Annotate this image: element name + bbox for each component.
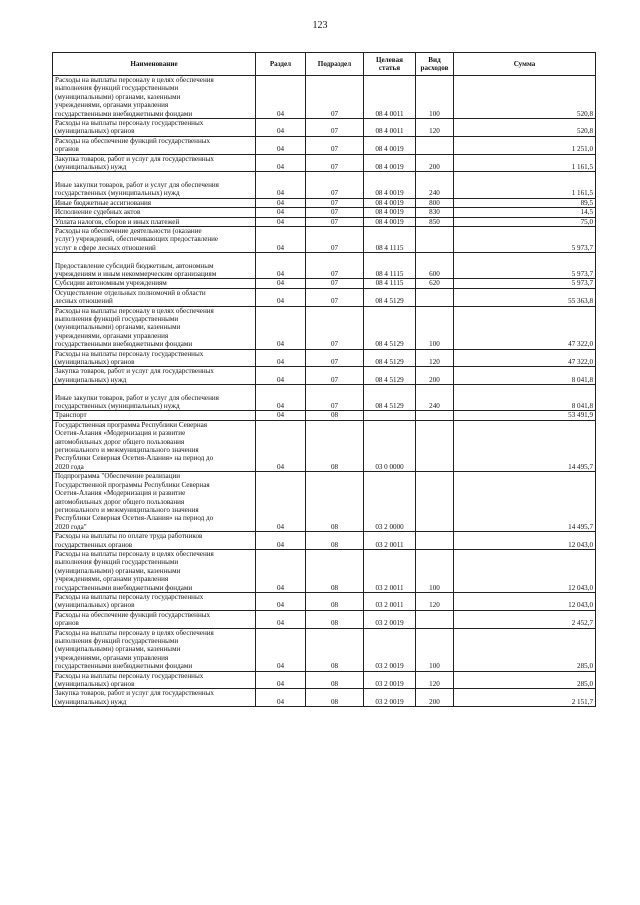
row-expense-type-cell: 120 bbox=[416, 119, 454, 137]
budget-table bbox=[52, 52, 596, 707]
row-name-cell: Расходы на выплаты персоналу в целях обеспечения выполнения функций государственными (муниципальными) органами, казенными учреждениями, органами управления государственными внебюджетными фондами bbox=[53, 628, 256, 671]
row-razdel-cell: 04 bbox=[256, 385, 306, 411]
row-amount-cell: 12 043,0 bbox=[454, 592, 596, 610]
row-expense-type-cell: 120 bbox=[416, 349, 454, 367]
row-podrazdel-cell: 07 bbox=[306, 136, 364, 154]
table-header bbox=[53, 53, 596, 76]
row-razdel-cell: 04 bbox=[256, 549, 306, 592]
header-row bbox=[53, 53, 596, 76]
table-row bbox=[53, 385, 596, 411]
row-razdel-cell: 04 bbox=[256, 472, 306, 532]
row-amount-cell: 2 151,7 bbox=[454, 689, 596, 707]
row-expense-type-cell: 800 bbox=[416, 198, 454, 207]
row-target-article-cell: 03 2 0019 bbox=[364, 628, 416, 671]
row-podrazdel-cell: 08 bbox=[306, 549, 364, 592]
row-razdel-cell: 04 bbox=[256, 208, 306, 217]
row-razdel-cell: 04 bbox=[256, 288, 306, 306]
row-amount-cell: 53 491,9 bbox=[454, 411, 596, 420]
table-row bbox=[53, 349, 596, 367]
row-expense-type-cell: 240 bbox=[416, 385, 454, 411]
row-target-article-cell: 08 4 5129 bbox=[364, 306, 416, 349]
row-name-cell: Расходы на выплаты персоналу государственных (муниципальных) органов bbox=[53, 671, 256, 689]
row-podrazdel-cell: 07 bbox=[306, 217, 364, 226]
row-podrazdel-cell: 07 bbox=[306, 306, 364, 349]
row-expense-type-cell: 120 bbox=[416, 592, 454, 610]
table-row bbox=[53, 279, 596, 288]
row-name-cell: Уплата налогов, сборов и иных платежей bbox=[53, 217, 256, 226]
row-razdel-cell: 04 bbox=[256, 610, 306, 628]
row-target-article-cell: 08 4 0019 bbox=[364, 198, 416, 207]
row-razdel-cell: 04 bbox=[256, 119, 306, 137]
row-razdel-cell: 04 bbox=[256, 592, 306, 610]
row-podrazdel-cell: 07 bbox=[306, 154, 364, 172]
row-expense-type-cell bbox=[416, 226, 454, 252]
row-podrazdel-cell: 07 bbox=[306, 76, 364, 119]
row-amount-cell: 75,0 bbox=[454, 217, 596, 226]
row-target-article-cell: 08 4 1115 bbox=[364, 253, 416, 279]
row-amount-cell: 8 041,8 bbox=[454, 385, 596, 411]
table-row bbox=[53, 198, 596, 207]
row-name-cell: Транспорт bbox=[53, 411, 256, 420]
row-expense-type-cell: 200 bbox=[416, 154, 454, 172]
row-expense-type-cell bbox=[416, 532, 454, 550]
table-row bbox=[53, 367, 596, 385]
header-target-article: Целевая статья bbox=[364, 53, 416, 76]
row-podrazdel-cell: 08 bbox=[306, 420, 364, 471]
row-target-article-cell: 08 4 0019 bbox=[364, 136, 416, 154]
row-amount-cell: 5 973,7 bbox=[454, 279, 596, 288]
row-podrazdel-cell: 08 bbox=[306, 592, 364, 610]
row-razdel-cell: 04 bbox=[256, 689, 306, 707]
row-expense-type-cell bbox=[416, 472, 454, 532]
row-name-cell: Иные бюджетные ассигнования bbox=[53, 198, 256, 207]
row-podrazdel-cell: 07 bbox=[306, 367, 364, 385]
row-name-cell: Расходы на обеспечение деятельности (оказание услуг) учреждений, обеспечивающих предоставление услуг в сфере лесных отношений bbox=[53, 226, 256, 252]
row-expense-type-cell: 100 bbox=[416, 76, 454, 119]
row-target-article-cell: 08 4 1115 bbox=[364, 226, 416, 252]
row-target-article-cell: 08 4 5129 bbox=[364, 288, 416, 306]
row-expense-type-cell: 600 bbox=[416, 253, 454, 279]
row-amount-cell: 89,5 bbox=[454, 198, 596, 207]
row-name-cell: Расходы на выплаты персоналу государственных (муниципальных) органов bbox=[53, 592, 256, 610]
row-razdel-cell: 04 bbox=[256, 532, 306, 550]
table-row bbox=[53, 253, 596, 279]
row-amount-cell: 14,5 bbox=[454, 208, 596, 217]
table-row bbox=[53, 119, 596, 137]
row-razdel-cell: 04 bbox=[256, 367, 306, 385]
table-row bbox=[53, 610, 596, 628]
row-name-cell: Расходы на обеспечение функций государственных органов bbox=[53, 610, 256, 628]
table-row bbox=[53, 689, 596, 707]
row-amount-cell: 2 452,7 bbox=[454, 610, 596, 628]
row-podrazdel-cell: 07 bbox=[306, 253, 364, 279]
row-expense-type-cell: 620 bbox=[416, 279, 454, 288]
row-podrazdel-cell: 07 bbox=[306, 279, 364, 288]
row-razdel-cell: 04 bbox=[256, 226, 306, 252]
row-expense-type-cell: 100 bbox=[416, 306, 454, 349]
row-amount-cell: 520,8 bbox=[454, 76, 596, 119]
row-expense-type-cell: 200 bbox=[416, 367, 454, 385]
row-razdel-cell: 04 bbox=[256, 411, 306, 420]
row-target-article-cell: 08 4 0019 bbox=[364, 154, 416, 172]
row-podrazdel-cell: 08 bbox=[306, 628, 364, 671]
row-amount-cell: 5 973,7 bbox=[454, 226, 596, 252]
table-row bbox=[53, 532, 596, 550]
table-row bbox=[53, 154, 596, 172]
row-amount-cell: 8 041,8 bbox=[454, 367, 596, 385]
table-row bbox=[53, 592, 596, 610]
row-target-article-cell: 08 4 0019 bbox=[364, 217, 416, 226]
row-amount-cell: 285,0 bbox=[454, 671, 596, 689]
row-name-cell: Предоставление субсидий бюджетным, автономным учреждениям и иным некоммерческим организациям bbox=[53, 253, 256, 279]
row-podrazdel-cell: 08 bbox=[306, 610, 364, 628]
row-target-article-cell: 08 4 5129 bbox=[364, 367, 416, 385]
row-razdel-cell: 04 bbox=[256, 76, 306, 119]
row-target-article-cell: 08 4 1115 bbox=[364, 279, 416, 288]
row-name-cell: Иные закупки товаров, работ и услуг для обеспечения государственных (муниципальных) нужд bbox=[53, 385, 256, 411]
row-name-cell: Исполнение судебных актов bbox=[53, 208, 256, 217]
row-target-article-cell: 08 4 5129 bbox=[364, 349, 416, 367]
row-amount-cell: 12 043,0 bbox=[454, 532, 596, 550]
row-podrazdel-cell: 07 bbox=[306, 349, 364, 367]
row-target-article-cell: 03 2 0000 bbox=[364, 472, 416, 532]
row-expense-type-cell: 850 bbox=[416, 217, 454, 226]
header-name: Наименование bbox=[53, 53, 256, 76]
row-razdel-cell: 04 bbox=[256, 279, 306, 288]
row-amount-cell: 55 363,8 bbox=[454, 288, 596, 306]
row-name-cell: Расходы на выплаты персоналу государственных (муниципальных) органов bbox=[53, 119, 256, 137]
row-target-article-cell: 08 4 0019 bbox=[364, 208, 416, 217]
row-podrazdel-cell: 07 bbox=[306, 119, 364, 137]
row-target-article-cell: 08 4 0019 bbox=[364, 172, 416, 198]
table-row bbox=[53, 671, 596, 689]
row-target-article-cell: 03 2 0019 bbox=[364, 689, 416, 707]
row-target-article-cell: 08 4 0011 bbox=[364, 76, 416, 119]
row-amount-cell: 14 495,7 bbox=[454, 420, 596, 471]
row-expense-type-cell: 830 bbox=[416, 208, 454, 217]
row-name-cell: Расходы на обеспечение функций государственных органов bbox=[53, 136, 256, 154]
row-name-cell: Закупка товаров, работ и услуг для государственных (муниципальных) нужд bbox=[53, 367, 256, 385]
row-amount-cell: 5 973,7 bbox=[454, 253, 596, 279]
row-amount-cell: 47 322,0 bbox=[454, 306, 596, 349]
row-razdel-cell: 04 bbox=[256, 172, 306, 198]
row-amount-cell: 12 043,0 bbox=[454, 549, 596, 592]
table-row bbox=[53, 306, 596, 349]
row-expense-type-cell bbox=[416, 420, 454, 471]
row-podrazdel-cell: 07 bbox=[306, 198, 364, 207]
table-row bbox=[53, 628, 596, 671]
row-razdel-cell: 04 bbox=[256, 349, 306, 367]
row-expense-type-cell: 100 bbox=[416, 549, 454, 592]
row-name-cell: Подпрограмма "Обеспечение реализации Государственной программы Республики Северная Осетия-Алания «Модернизация и развитие автомобильных дорог общего пользования регионального и межмуниципального значения Республики Северная Осетия-Алания» на период до 2020 года" bbox=[53, 472, 256, 532]
table-row bbox=[53, 217, 596, 226]
header-amount: Сумма bbox=[454, 53, 596, 76]
table-row bbox=[53, 226, 596, 252]
row-podrazdel-cell: 08 bbox=[306, 671, 364, 689]
row-name-cell: Расходы на выплаты персоналу в целях обеспечения выполнения функций государственными (муниципальными) органами, казенными учреждениями, органами управления государственными внебюджетными фондами bbox=[53, 76, 256, 119]
row-target-article-cell: 03 2 0011 bbox=[364, 532, 416, 550]
row-razdel-cell: 04 bbox=[256, 253, 306, 279]
row-name-cell: Закупка товаров, работ и услуг для государственных (муниципальных) нужд bbox=[53, 689, 256, 707]
row-target-article-cell: 03 2 0019 bbox=[364, 671, 416, 689]
row-name-cell: Закупка товаров, работ и услуг для государственных (муниципальных) нужд bbox=[53, 154, 256, 172]
row-name-cell: Расходы на выплаты по оплате труда работников государственных органов bbox=[53, 532, 256, 550]
row-expense-type-cell bbox=[416, 136, 454, 154]
row-name-cell: Расходы на выплаты персоналу в целях обеспечения выполнения функций государственными (муниципальными) органами, казенными учреждениями, органами управления государственными внебюджетными фондами bbox=[53, 306, 256, 349]
row-target-article-cell: 08 4 5129 bbox=[364, 385, 416, 411]
row-name-cell: Осуществление отдельных полномочий в области лесных отношений bbox=[53, 288, 256, 306]
row-amount-cell: 1 161,5 bbox=[454, 172, 596, 198]
row-expense-type-cell: 100 bbox=[416, 628, 454, 671]
table-row bbox=[53, 288, 596, 306]
table-row bbox=[53, 136, 596, 154]
row-amount-cell: 47 322,0 bbox=[454, 349, 596, 367]
row-podrazdel-cell: 07 bbox=[306, 208, 364, 217]
row-podrazdel-cell: 07 bbox=[306, 288, 364, 306]
row-podrazdel-cell: 08 bbox=[306, 689, 364, 707]
table-row bbox=[53, 411, 596, 420]
row-razdel-cell: 04 bbox=[256, 217, 306, 226]
header-razdel: Раздел bbox=[256, 53, 306, 76]
row-podrazdel-cell: 08 bbox=[306, 472, 364, 532]
table-row bbox=[53, 172, 596, 198]
row-razdel-cell: 04 bbox=[256, 671, 306, 689]
row-razdel-cell: 04 bbox=[256, 198, 306, 207]
row-name-cell: Субсидии автономным учреждениям bbox=[53, 279, 256, 288]
row-name-cell: Государственная программа Республики Северная Осетия-Алания «Модернизация и развитие автомобильных дорог общего пользования регионального и межмуниципального значения Республики Северная Осетия-Алания» на период до 2020 года bbox=[53, 420, 256, 471]
row-podrazdel-cell: 07 bbox=[306, 385, 364, 411]
row-expense-type-cell: 240 bbox=[416, 172, 454, 198]
row-target-article-cell: 08 4 0011 bbox=[364, 119, 416, 137]
table-row bbox=[53, 76, 596, 119]
row-amount-cell: 1 161,5 bbox=[454, 154, 596, 172]
row-target-article-cell: 03 2 0011 bbox=[364, 549, 416, 592]
row-target-article-cell: 03 2 0019 bbox=[364, 610, 416, 628]
row-expense-type-cell: 200 bbox=[416, 689, 454, 707]
row-razdel-cell: 04 bbox=[256, 628, 306, 671]
header-expense-type: Вид расходов bbox=[416, 53, 454, 76]
row-amount-cell: 14 495,7 bbox=[454, 472, 596, 532]
row-amount-cell: 1 251,0 bbox=[454, 136, 596, 154]
row-podrazdel-cell: 07 bbox=[306, 172, 364, 198]
row-podrazdel-cell: 08 bbox=[306, 411, 364, 420]
row-name-cell: Расходы на выплаты персоналу в целях обеспечения выполнения функций государственными (муниципальными) органами, казенными учреждениями, органами управления государственными внебюджетными фондами bbox=[53, 549, 256, 592]
table-row bbox=[53, 549, 596, 592]
row-expense-type-cell bbox=[416, 411, 454, 420]
row-target-article-cell: 03 0 0000 bbox=[364, 420, 416, 471]
row-name-cell: Расходы на выплаты персоналу государственных (муниципальных) органов bbox=[53, 349, 256, 367]
row-name-cell: Иные закупки товаров, работ и услуг для обеспечения государственных (муниципальных) нужд bbox=[53, 172, 256, 198]
page-number: 123 bbox=[312, 20, 328, 31]
row-expense-type-cell bbox=[416, 610, 454, 628]
header-podrazdel: Подраздел bbox=[306, 53, 364, 76]
row-podrazdel-cell: 08 bbox=[306, 532, 364, 550]
row-target-article-cell: 03 2 0011 bbox=[364, 592, 416, 610]
row-expense-type-cell bbox=[416, 288, 454, 306]
table-row bbox=[53, 472, 596, 532]
row-podrazdel-cell: 07 bbox=[306, 226, 364, 252]
row-razdel-cell: 04 bbox=[256, 136, 306, 154]
row-amount-cell: 520,8 bbox=[454, 119, 596, 137]
row-target-article-cell bbox=[364, 411, 416, 420]
table-row bbox=[53, 208, 596, 217]
row-razdel-cell: 04 bbox=[256, 306, 306, 349]
row-amount-cell: 285,0 bbox=[454, 628, 596, 671]
row-razdel-cell: 04 bbox=[256, 154, 306, 172]
row-expense-type-cell: 120 bbox=[416, 671, 454, 689]
table-body bbox=[53, 76, 596, 707]
row-razdel-cell: 04 bbox=[256, 420, 306, 471]
table-row bbox=[53, 420, 596, 471]
